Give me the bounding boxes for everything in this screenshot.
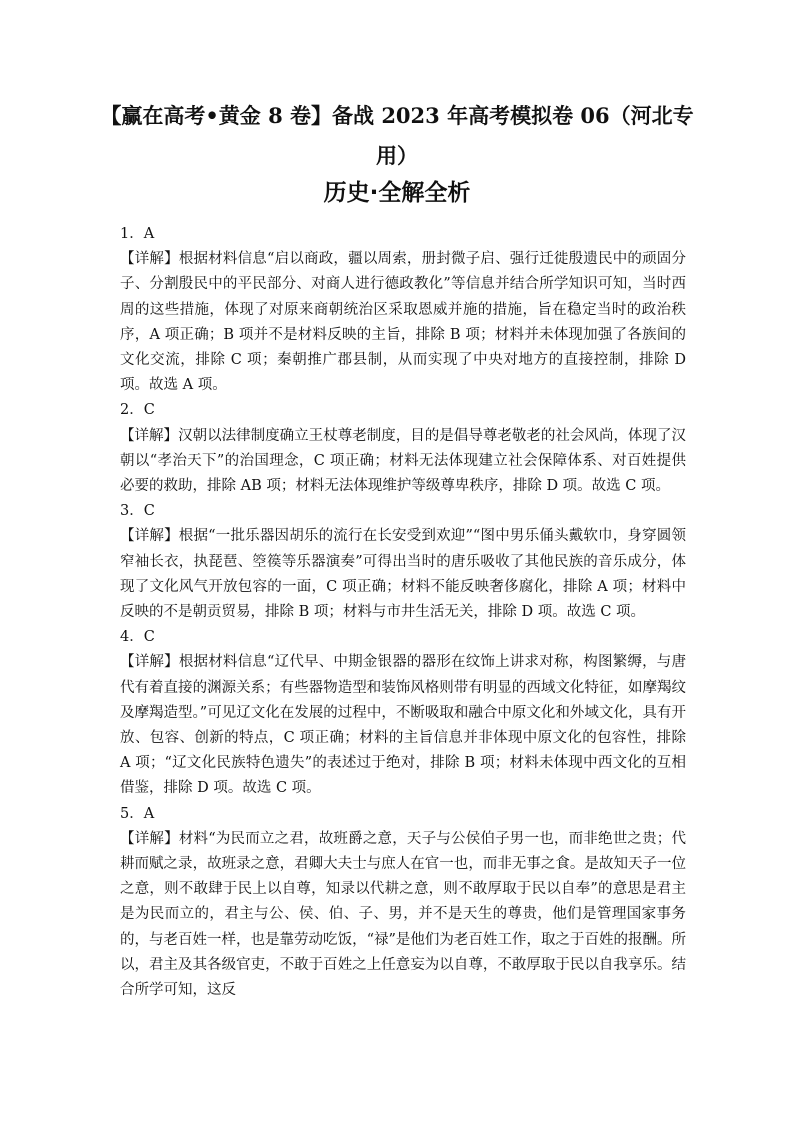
question-explanation bbox=[120, 424, 686, 500]
explanation-text: 根据“一批乐器因胡乐的流行在长安受到欢迎”“图中男乐俑头戴软巾，身穿圆领窄袖长衣，执琵琶、箜篌等乐器演奏”可得出当时的唐乐吸收了其他民族的音乐成分，体现了文化风气开放包容的一面，C 项正确；材料不能反映奢侈腐化，排除 A 项；材料中反映的不是朝贡贸易，排除 B 项；材料与市井生活无关，排除 D 项。故选 C 项。 bbox=[120, 528, 686, 621]
answer-item bbox=[120, 499, 686, 625]
document-subtitle: 历史·全解全析 bbox=[323, 180, 471, 206]
explanation-label: 【详解】 bbox=[120, 251, 179, 268]
answer-list bbox=[120, 222, 686, 1003]
question-number: 2．C bbox=[120, 402, 155, 419]
question-number: 5．A bbox=[120, 805, 155, 822]
answer-item bbox=[120, 802, 686, 1004]
explanation-text: 根据材料信息“辽代早、中期金银器的器形在纹饰上讲求对称，构图繁缛，与唐代有着直接的渊源关系；有些器物造型和装饰风格则带有明显的西域文化特征，如摩羯纹及摩羯造型。”可见辽文化在发展的过程中，不断吸取和融合中原文化和外域文化，具有开放、包容、创新的特点，C 项正确；材料的主旨信息并非体现中原文化的包容性，排除 A 项；“辽文化民族特色遗失”的表述过于绝对，排除 B 项；材料未体现中西文化的互相借鉴，排除 D 项。故选 C 项。 bbox=[120, 654, 687, 797]
question-number: 3．C bbox=[120, 503, 155, 520]
document-title: 【赢在高考•黄金 8 卷】备战 2023 年高考模拟卷 06（河北专用） bbox=[100, 103, 694, 168]
question-number: 4．C bbox=[120, 629, 155, 646]
explanation-text: 汉朝以法律制度确立王杖尊老制度，目的是倡导尊老敬老的社会风尚，体现了汉朝以“孝治天下”的治国理念，C 项正确；材料无法体现建立社会保障体系、对百姓提供必要的救助，排除 AB 项；材料无法体现维护等级尊卑秩序，排除 D 项。故选 C 项。 bbox=[120, 427, 687, 495]
explanation-label: 【详解】 bbox=[120, 528, 179, 545]
answer-item bbox=[120, 625, 686, 801]
explanation-text: 根据材料信息“启以商政，疆以周索，册封微子启、强行迁徙殷遗民中的顽固分子、分割殷民中的平民部分、对商人进行德政教化”等信息并结合所学知识可知，当时西周的这些措施，体现了对原来商朝统治区采取恩威并施的措施，旨在稳定当时的政治秩序，A 项正确；B 项并不是材料反映的主旨，排除 B 项；材料并未体现加强了各族间的文化交流，排除 C 项；秦朝推广郡县制，从而实现了中央对地方的直接控制，排除 D 项。故选 A 项。 bbox=[120, 251, 687, 394]
question-number: 1．A bbox=[120, 226, 155, 242]
question-explanation bbox=[120, 247, 686, 398]
explanation-label: 【详解】 bbox=[120, 830, 179, 847]
explanation-label: 【详解】 bbox=[120, 654, 179, 671]
explanation-label: 【详解】 bbox=[120, 427, 179, 444]
answer-item bbox=[120, 222, 686, 398]
question-explanation bbox=[120, 524, 686, 625]
question-explanation bbox=[120, 827, 686, 1003]
explanation-text: 材料“为民而立之君，故班爵之意，天子与公侯伯子男一也，而非绝世之贵；代耕而赋之录，故班录之意，君卿大夫士与庶人在官一也，而非无事之食。是故知天子一位之意，则不敢肆于民上以自尊，知录以代耕之意，则不敢厚取于民以自奉”的意思是君主是为民而立的，君主与公、侯、伯、子、男，并不是天生的尊贵，他们是管理国家事务的，与老百姓一样，也是靠劳动吃饭，“禄”是他们为老百姓工作，取之于百姓的报酬。所以，君主及其各级官吏，不敢于百姓之上任意妄为以自尊，不敢厚取于民以自我享乐。结合所学可知，这反 bbox=[120, 830, 687, 999]
answer-item bbox=[120, 398, 686, 499]
question-explanation bbox=[120, 650, 686, 801]
